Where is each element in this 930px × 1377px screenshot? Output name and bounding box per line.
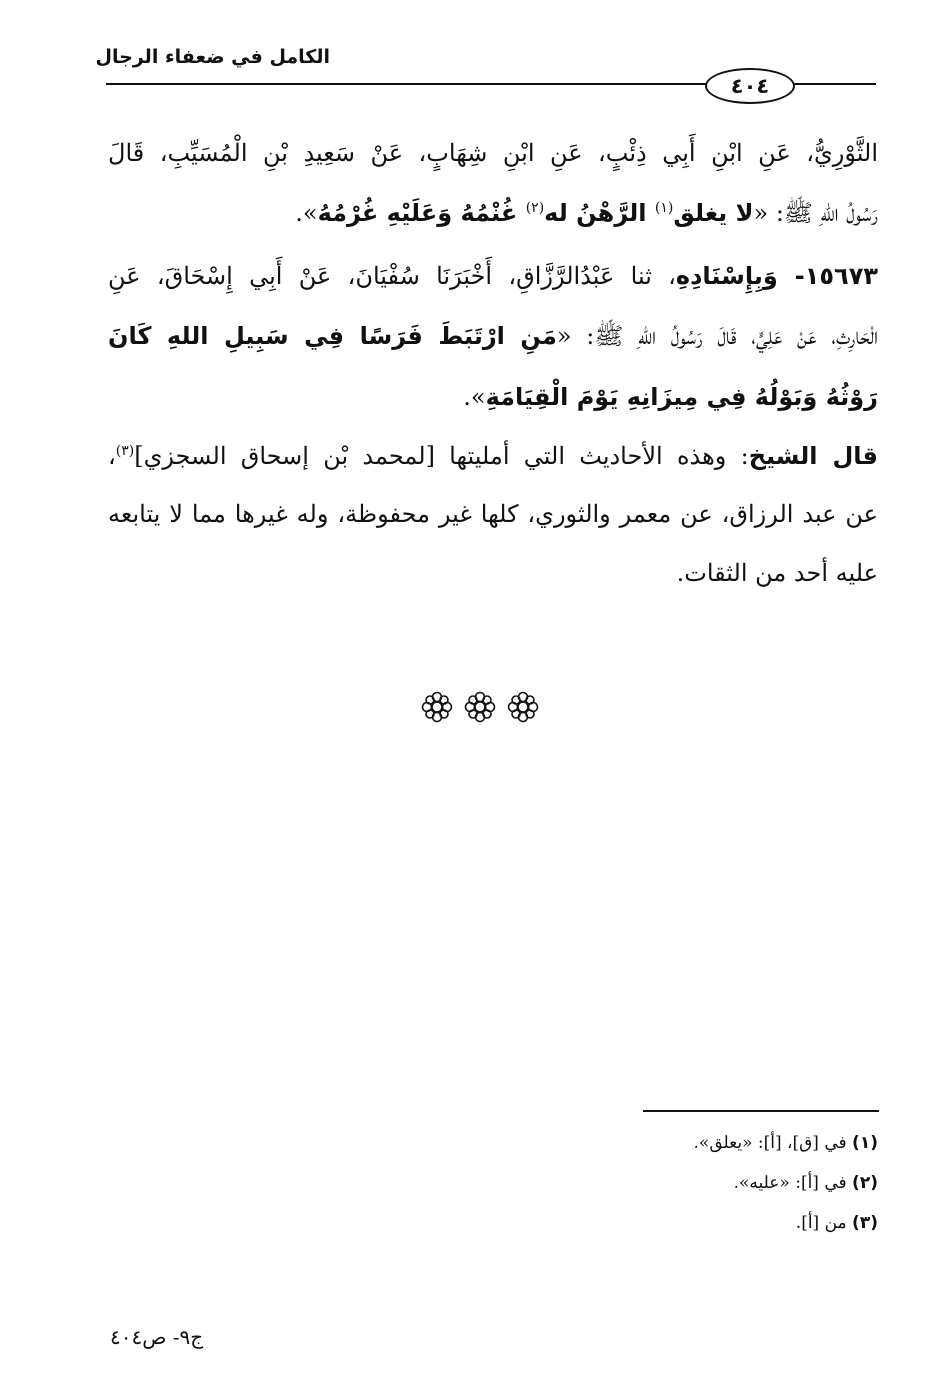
- hadith-text: الرَّهْنُ له: [544, 199, 655, 227]
- text-line-3: [108, 256, 878, 296]
- flower-ornament-icon: [420, 690, 454, 724]
- footnote-3: [478, 1210, 878, 1236]
- footnote-text: في [ق]، [أ]: «يعلق».: [693, 1133, 847, 1153]
- hadith-text: غُنْمُهُ وَعَلَيْهِ غُرْمُهُ: [317, 199, 526, 227]
- footnote-number: (١): [852, 1133, 878, 1153]
- footnote-text: من [أ].: [795, 1213, 847, 1233]
- flower-ornament-icon: [506, 690, 540, 724]
- hadith-text: مَنِ ارْتَبَطَ فَرَسًا فِي سَبِيلِ اللهِ كَانَ: [108, 322, 557, 350]
- footnote-number: (٣): [852, 1213, 878, 1233]
- text-line-1: الثَّوْرِيُّ، عَنِ ابْنِ أَبِي ذِئْبٍ، عَنِ ابْنِ شِهَابٍ، عَنْ سَعِيدِ بْنِ الْمُسَيِّبِ، قَالَ: [108, 139, 878, 167]
- footnote-2: [478, 1170, 878, 1196]
- text-line-6: [108, 436, 878, 476]
- text-line-7: عن عبد الرزاق، عن معمر والثوري، كلها غير محفوظة، وله غيرها مما لا يتابعه: [108, 500, 878, 528]
- footnote-ref-1[interactable]: (١): [654, 200, 674, 216]
- flower-ornament-icon: [463, 690, 497, 724]
- text-line-4: [108, 316, 878, 356]
- text-segment: ».: [463, 383, 486, 411]
- text-line-5: [108, 377, 878, 417]
- footnote-rule: [643, 1110, 879, 1112]
- footnote-ref-2[interactable]: (٢): [525, 200, 545, 216]
- hadith-text: لا يغلق: [673, 199, 754, 227]
- footnote-number: (٢): [852, 1173, 878, 1193]
- text-segment: ،: [108, 442, 116, 470]
- running-title: الكامل في ضعفاء الرجال: [95, 46, 330, 68]
- text-line-2: [108, 193, 878, 233]
- text-segment: رَسُولُ اللهِ ﷺ: «: [753, 199, 878, 227]
- text-segment: ، ثنا عَبْدُالرَّزَّاقِ، أَخْبَرَنَا سُفْيَانَ، عَنْ أَبِي إِسْحَاقَ، عَنِ: [108, 262, 676, 290]
- text-segment: الْحَارِثِ، عَنْ عَلِيٍّ، قَالَ رَسُولُ اللهِ ﷺ: «: [556, 322, 878, 350]
- text-segment: ».: [295, 199, 318, 227]
- hadith-number: ١٥٦٧٣-: [777, 262, 878, 290]
- speaker-label: قال الشيخ: [748, 442, 878, 470]
- hadith-text: رَوْثُهُ وَبَوْلُهُ فِي مِيزَانِهِ يَوْمَ الْقِيَامَةِ: [485, 383, 878, 411]
- page-number: ٤٠٤: [705, 68, 795, 104]
- footnote-1: [478, 1130, 878, 1156]
- footnote-text: في [أ]: «عليه».: [733, 1173, 847, 1193]
- text-segment: : وهذه الأحاديث التي أمليتها [لمحمد بْن إسحاق السجزي]: [134, 442, 749, 470]
- footnote-ref-3[interactable]: (٣): [115, 443, 135, 459]
- section-ornament: [420, 690, 540, 726]
- text-line-8: عليه أحد من الثقات.: [676, 559, 878, 587]
- chain-phrase: وَبِإِسْنَادِهِ: [675, 262, 778, 290]
- volume-page-reference: ج٩- ص٤٠٤: [110, 1325, 204, 1349]
